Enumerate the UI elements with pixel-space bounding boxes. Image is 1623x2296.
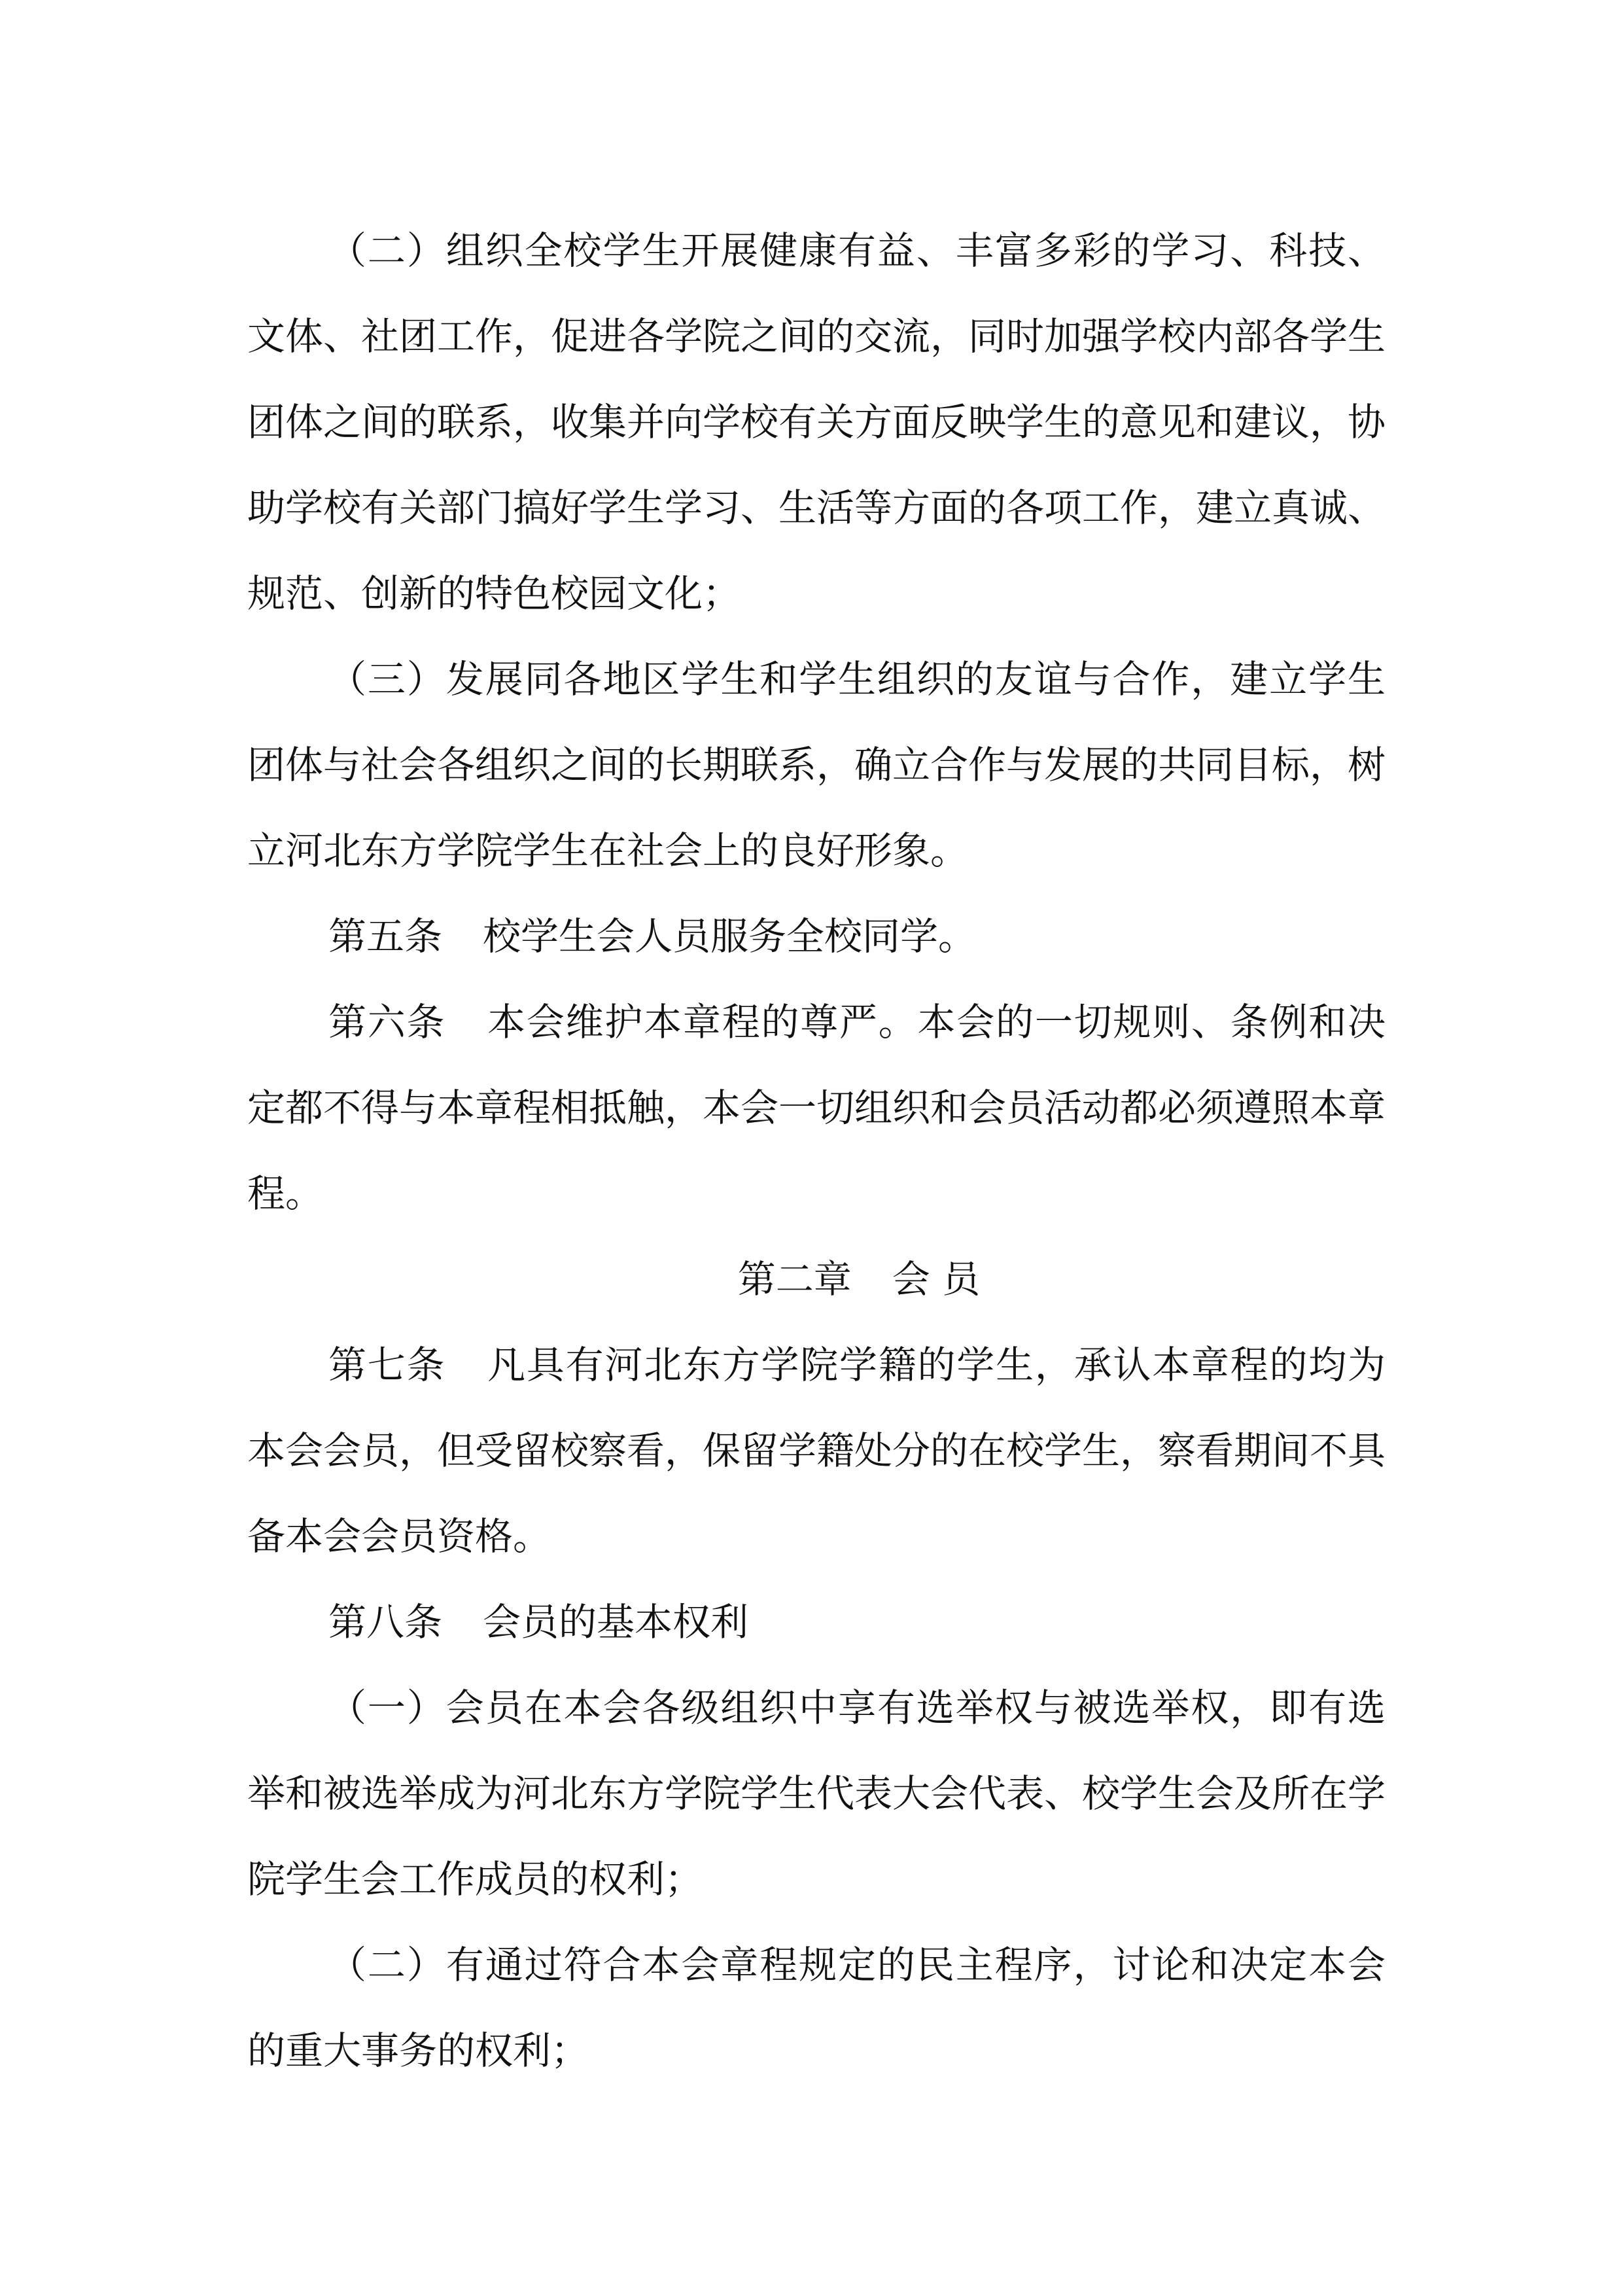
article-text: 校学生会人员服务全校同学。 [483, 914, 977, 959]
chapter-title: 会 员 [892, 1257, 981, 1301]
paragraph-text: （二）组织全校学生开展健康有益、丰富多彩的学习、科技、文体、社团工作，促进各学院之间的交流，同时加强学校内部各学生团体之间的联系，收集并向学校有关方面反映学生的意见和建议，协助学校有关部门搞好学生学习、生活等方面的各项工作，建立真诚、规范、创新的特色校园文化； [247, 228, 1386, 616]
article-6 [247, 980, 1386, 1237]
article-5 [247, 894, 1386, 980]
paragraph-text: （三）发展同各地区学生和学生组织的友谊与合作，建立学生团体与社会各组织之间的长期联系，确立合作与发展的共同目标，树立河北东方学院学生在社会上的良好形象。 [247, 657, 1386, 873]
article-text: 本会维护本章程的尊严。本会的一切规则、条例和决定都不得与本章程相抵触，本会一切组织和会员活动都必须遵照本章程。 [247, 1000, 1386, 1216]
right-item-2 [247, 1922, 1386, 2094]
paragraph-text: （二）有通过符合本会章程规定的民主程序，讨论和决定本会的重大事务的权利； [247, 1943, 1386, 2073]
article-label: 第七条 [328, 1343, 446, 1387]
paragraph-text: （一）会员在本会各级组织中享有选举权与被选举权，即有选举和被选举成为河北东方学院学生代表大会代表、校学生会及所在学院学生会工作成员的权利； [247, 1686, 1386, 1901]
paragraph-item-3 [247, 637, 1386, 894]
paragraph-item-2 [247, 208, 1386, 637]
article-8 [247, 1580, 1386, 1665]
chapter-heading [247, 1237, 1386, 1322]
article-label: 第八条 [328, 1600, 443, 1644]
article-label: 第五条 [328, 914, 443, 959]
article-label: 第六条 [328, 1000, 446, 1044]
article-7 [247, 1322, 1386, 1580]
right-item-1 [247, 1665, 1386, 1922]
chapter-label: 第二章 [737, 1257, 852, 1301]
article-text: 会员的基本权利 [483, 1600, 749, 1644]
article-text: 凡具有河北东方学院学籍的学生，承认本章程的均为本会会员，但受留校察看，保留学籍处分的在校学生，察看期间不具备本会会员资格。 [247, 1343, 1386, 1559]
document-body [247, 208, 1386, 2094]
